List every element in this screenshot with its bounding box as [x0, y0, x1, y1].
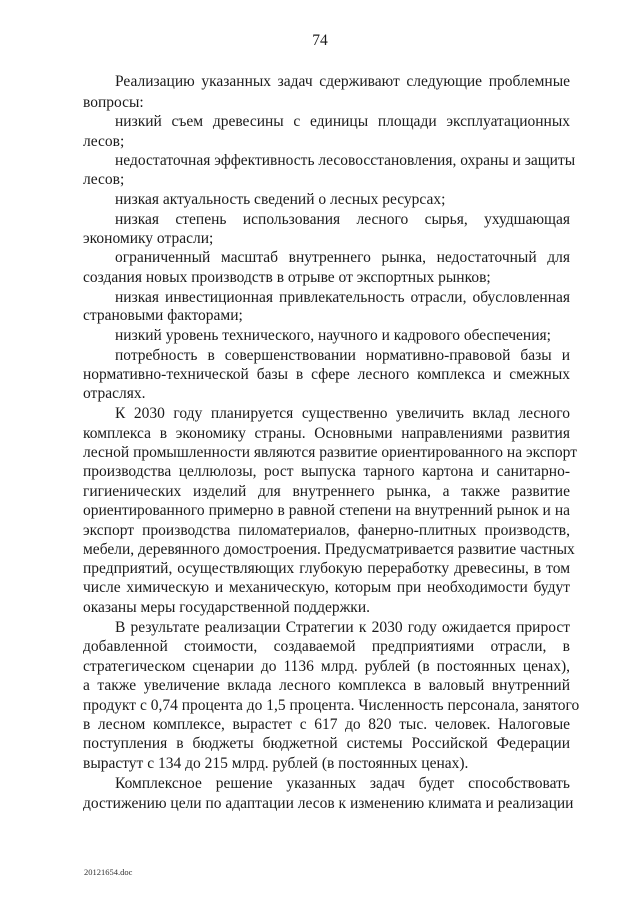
text-line: оказаны меры государственной поддержки. [83, 599, 370, 616]
text-line: а также увеличение вклада лесного комплекса в валовый внутренний [83, 677, 570, 694]
text-line: низкая инвестиционная привлекательность отрасли, обусловленная [115, 289, 570, 306]
text-line: вырастут с 134 до 215 млрд. рублей (в постоянных ценах). [83, 755, 469, 772]
text-line: страновыми факторами; [83, 307, 243, 324]
text-line: добавленной стоимости, создаваемой предприятиями отрасли, в [83, 638, 570, 655]
text-line: экономику отрасли; [83, 230, 214, 247]
text-line: лесной промышленности являются развитие ориентированного на экспорт [83, 444, 577, 461]
text-line: отраслях. [83, 385, 146, 402]
text-line: нормативно-технической базы в сфере лесного комплекса и смежных [83, 366, 570, 383]
text-line: Комплексное решение указанных задач будет способствовать [115, 775, 570, 792]
text-line: потребность в совершенствовании нормативно-правовой базы и [115, 347, 570, 364]
text-line: мебели, деревянного домостроения. Предусматривается развитие частных [83, 541, 575, 558]
text-line: в лесном комплексе, вырастет с 617 до 820 тыс. человек. Налоговые [83, 716, 570, 733]
text-line: ориентированного примерно в равной степени на внутренний рынок и на [83, 502, 570, 519]
text-line: поступления в бюджеты бюджетной системы Российской Федерации [83, 735, 570, 752]
text-line: гигиенических изделий для внутреннего рынка, а также развитие [83, 483, 570, 500]
text-line: лесов; [83, 133, 125, 150]
document-file-code: 20121654.doc [84, 867, 133, 877]
text-line: низкий съем древесины с единицы площади эксплуатационных [115, 113, 570, 130]
page-number: 74 [312, 32, 328, 49]
text-line: В результате реализации Стратегии к 2030 году ожидается прирост [115, 619, 570, 636]
text-line: ограниченный масштаб внутреннего рынка, недостаточный для [115, 249, 570, 266]
text-line: К 2030 году планируется существенно увеличить вклад лесного [115, 405, 570, 422]
text-line: низкая степень использования лесного сырья, ухудшающая [115, 211, 570, 228]
text-line: предприятий, осуществляющих глубокую переработку древесины, в том [83, 560, 570, 577]
text-line: числе химическую и механическую, которым при необходимости будут [83, 579, 570, 596]
text-line: комплекса в экономику страны. Основными направлениями развития [83, 425, 570, 442]
text-line: продукт с 0,74 процента до 1,5 процента. Численность персонала, занятого [83, 697, 580, 714]
text-line: вопросы: [83, 94, 144, 111]
text-line: экспорт производства пиломатериалов, фанерно-плитных производств, [83, 522, 570, 539]
text-line: лесов; [83, 171, 125, 188]
text-line: достижению цели по адаптации лесов к изменению климата и реализации [83, 795, 574, 812]
text-line: низкая актуальность сведений о лесных ресурсах; [115, 191, 446, 208]
text-line: стратегическом сценарии до 1136 млрд. рублей (в постоянных ценах), [83, 658, 570, 675]
text-line: производства целлюлозы, рост выпуска тарного картона и санитарно- [83, 463, 570, 480]
text-line: Реализацию указанных задач сдерживают следующие проблемные [115, 73, 570, 90]
text-line: недостаточная эффективность лесовосстановления, охраны и защиты [115, 152, 576, 169]
text-line: создания новых производств в отрыве от экспортных рынков; [83, 269, 491, 286]
text-line: низкий уровень технического, научного и кадрового обеспечения; [115, 327, 551, 344]
